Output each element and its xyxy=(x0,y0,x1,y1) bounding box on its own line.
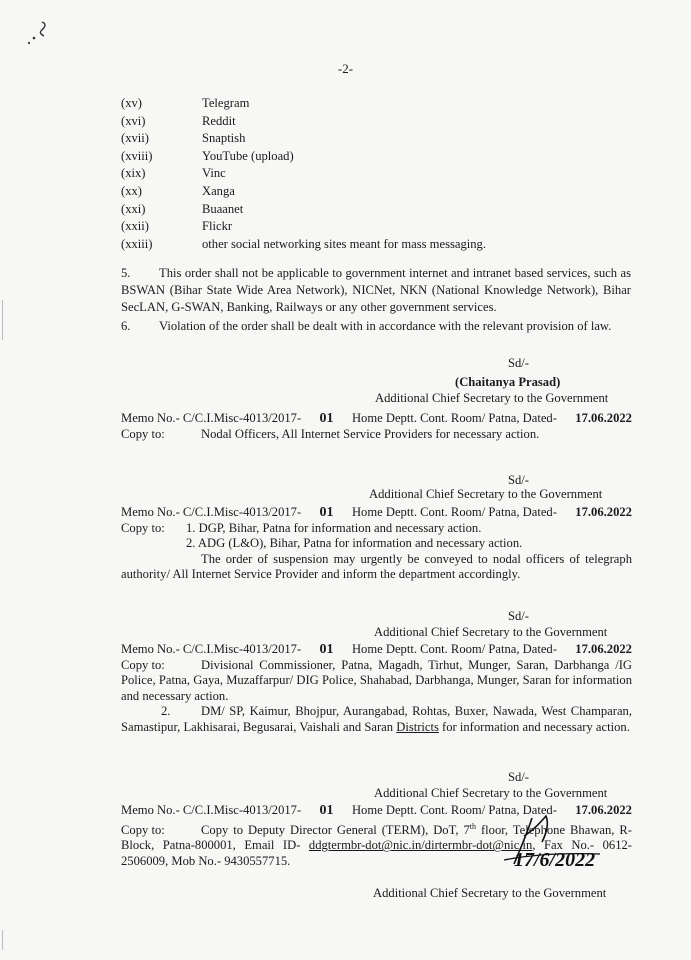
memo-3-header xyxy=(121,642,632,658)
list-item-name: Buaanet xyxy=(202,201,244,216)
list-item xyxy=(121,95,486,113)
memo-number: 01 xyxy=(319,803,334,818)
list-item-number: (xix) xyxy=(121,166,146,181)
list-item-number: (xvi) xyxy=(121,113,146,128)
paragraph-5-number: 5. xyxy=(121,266,131,280)
list-item xyxy=(121,183,486,201)
memo-3-item-2-text: DM/ SP, Kaimur, Bhojpur, Aurangabad, Rohtas, Buxer, Nawada, West Champaran, Samastipur, Lakhisarai, Begusarai, Vaishali and Saran xyxy=(121,704,632,734)
list-item xyxy=(121,236,486,254)
paragraph-5 xyxy=(121,265,631,317)
list-item-number: (xxiii) xyxy=(121,236,153,251)
memo-1-copy-text: Nodal Officers, All Internet Service Providers for necessary action. xyxy=(201,426,540,441)
list-item-name: YouTube (upload) xyxy=(202,148,294,163)
signatory-designation: Additional Chief Secretary to the Government xyxy=(375,391,609,405)
memo-date: 17.06.2022 xyxy=(575,642,632,656)
paragraph-6 xyxy=(121,318,631,335)
signatory-name: (Chaitanya Prasad) xyxy=(455,375,561,389)
list-item xyxy=(121,130,486,148)
list-item xyxy=(121,113,486,131)
handwritten-date: 17/6/2022 xyxy=(514,849,596,871)
scan-edge-mark xyxy=(2,300,3,340)
memo-1 xyxy=(121,411,632,442)
list-item-number: (xx) xyxy=(121,183,142,198)
paragraph-5-text: This order shall not be applicable to government internet and intranet based services, such as BSWAN (Bihar State Wide Area Network), NICNet, NKN (National Knowledge Network), Bihar SecLAN, G-SWAN, Banking, Railways or any other government services. xyxy=(121,266,631,315)
list-item-name: Xanga xyxy=(202,183,235,198)
memo-2-note: The order of suspension may urgently be conveyed to nodal officers of telegraph authority/ All Internet Service Provider and inform the department accordingly. xyxy=(121,551,632,582)
list-item xyxy=(121,218,486,236)
list-item-number: (xv) xyxy=(121,96,142,110)
memo-4-copy-text: Copy to Deputy Director General (TERM), DoT, 7 xyxy=(201,822,470,837)
memo-2-item-1: 1. DGP, Bihar, Patna for information and necessary action. xyxy=(186,520,482,535)
list-item-name: other social networking sites meant for mass messaging. xyxy=(202,236,486,251)
pen-mark xyxy=(22,16,52,50)
memo-3-item-2-end: for information and necessary action. xyxy=(438,719,630,734)
memo-2-header xyxy=(121,505,632,521)
memo-prefix: Memo No.- C/C.I.Misc-4013/2017- xyxy=(121,642,302,656)
list-item-number: (xxii) xyxy=(121,219,149,234)
list-item-name: Snaptish xyxy=(202,131,246,146)
copy-to-label: Copy to: xyxy=(121,520,165,535)
memo-number: 01 xyxy=(319,411,334,426)
memo-1-copy xyxy=(121,427,632,443)
memo-4-superscript: th xyxy=(469,821,476,831)
page-number: -2- xyxy=(337,61,354,76)
memo-date: 17.06.2022 xyxy=(575,411,632,425)
list-item-name: Flickr xyxy=(202,219,233,234)
email-link: ddgtermbr-dot@nic.in/dirtermbr-dot@nic.in xyxy=(308,838,533,853)
final-designation: Additional Chief Secretary to the Government xyxy=(373,886,607,900)
list-item xyxy=(121,165,486,183)
memo-suffix: Home Deptt. Cont. Room/ Patna, Dated- xyxy=(351,803,557,817)
list-item-number: (xvii) xyxy=(121,131,149,146)
memo-number: 01 xyxy=(319,642,334,657)
signature-sd: Sd/- xyxy=(508,356,529,370)
list-item-name: Reddit xyxy=(202,113,236,128)
memo-4-designation: Additional Chief Secretary to the Government xyxy=(374,786,608,800)
memo-prefix: Memo No.- C/C.I.Misc-4013/2017- xyxy=(121,411,302,425)
memo-3-sd: Sd/- xyxy=(508,609,529,623)
memo-3-item-1-text: Divisional Commissioner, Patna, Magadh, Tirhut, Munger, Saran, Darbhanga /IG Police, Patna, Gaya, Muzaffarpur/ DIG Police, Shahabad, Darbhanga, Munger, Saran for information and necessary action. xyxy=(121,657,632,703)
memo-4-copy-text-2: floor, Telephone Bhawan, R-Block, Patna-800001, Email ID- xyxy=(121,822,632,853)
memo-3-designation: Additional Chief Secretary to the Government xyxy=(374,625,608,639)
memo-2 xyxy=(121,505,632,583)
list-item-name: Vinc xyxy=(202,166,226,181)
memo-number: 01 xyxy=(319,505,334,520)
memo-4-sd: Sd/- xyxy=(508,770,529,784)
list-item xyxy=(121,148,486,166)
memo-3-item-1 xyxy=(121,658,632,705)
list-item-number: (xviii) xyxy=(121,148,153,163)
copy-to-label: Copy to: xyxy=(121,426,165,441)
memo-2-copy xyxy=(121,521,632,537)
memo-prefix: Memo No.- C/C.I.Misc-4013/2017- xyxy=(121,505,302,519)
memo-2-item-2: 2. ADG (L&O), Bihar, Patna for information and necessary action. xyxy=(186,536,523,551)
memo-3-item-2 xyxy=(121,704,632,735)
list-item-name: Telegram xyxy=(202,96,250,110)
memo-prefix: Memo No.- C/C.I.Misc-4013/2017- xyxy=(121,803,302,817)
platform-list xyxy=(121,95,486,253)
handwritten-signature xyxy=(498,808,623,876)
memo-2-sd: Sd/- xyxy=(508,473,529,487)
memo-3 xyxy=(121,642,632,736)
scan-edge-mark xyxy=(2,930,3,950)
districts-link: Districts xyxy=(396,719,439,734)
memo-2-designation: Additional Chief Secretary to the Government xyxy=(369,487,603,501)
memo-suffix: Home Deptt. Cont. Room/ Patna, Dated- xyxy=(351,505,557,519)
memo-date: 17.06.2022 xyxy=(575,505,632,519)
memo-suffix: Home Deptt. Cont. Room/ Patna, Dated- xyxy=(351,411,557,425)
paragraph-6-number: 6. xyxy=(121,319,131,333)
paragraph-6-text: Violation of the order shall be dealt with in accordance with the relevant provision of law. xyxy=(159,319,612,333)
copy-to-label: Copy to: xyxy=(121,822,165,837)
memo-date: 17.06.2022 xyxy=(575,803,632,817)
memo-4-copy-end: , Fax No.- 0612-2506009, Mob No.- 9430557715. xyxy=(121,838,632,868)
copy-to-label: Copy to: xyxy=(121,657,165,672)
list-item-number: (xxi) xyxy=(121,201,146,216)
memo-suffix: Home Deptt. Cont. Room/ Patna, Dated- xyxy=(351,642,557,656)
memo-3-item-2-number: 2. xyxy=(161,704,171,719)
list-item xyxy=(121,201,486,219)
memo-1-header xyxy=(121,411,632,427)
